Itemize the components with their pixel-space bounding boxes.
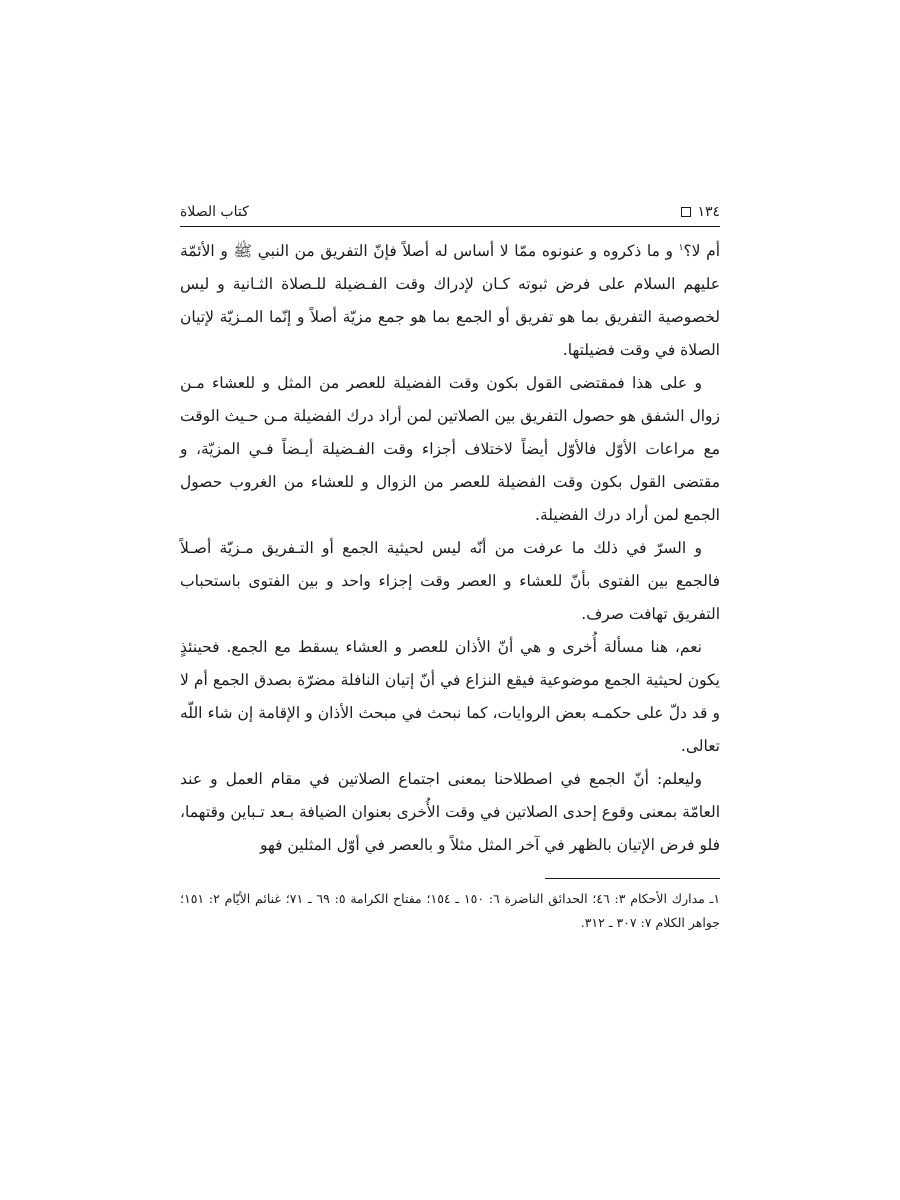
square-marker-icon — [681, 207, 691, 217]
page-number-group — [681, 204, 720, 220]
book-title: كتاب الصلاة — [180, 204, 249, 220]
paragraph-4: نعم، هنا مسألة أُخرى و هي أنّ الأذان للعصر و العشاء يسقط مع الجمع. فحينئذٍ يكون لحيثية الجمع موضوعية فيقع النزاع في أنّ إتيان النافلة مضرّة بصدق الجمع أم لا و قد دلّ على حكمـه بعض الروايات، كما نبحث في مبحث الأذان و الإقامة إن شاء اللّه تعالى. — [180, 638, 720, 755]
footnote: ١ـ مدارك الأحكام ٣: ٤٦؛ الحدائق الناضرة ٦: ١٥٠ ـ ١٥٤؛ مفتاح الكرامة ٥: ٦٩ ـ ٧١؛ غنائم الأيّام ٢: ١٥١؛ جواهر الكلام ٧: ٣٠٧ ـ ٣١٢. — [180, 891, 721, 930]
footnote-rule — [545, 878, 720, 879]
footnote-reference: ١ — [678, 242, 684, 253]
paragraph-5: وليعلم: أنّ الجمع في اصطلاحنا بمعنى اجتماع الصلاتين في مقام العمل و عند العامّة بمعنى وقوع إحدى الصلاتين في وقت الأُخرى بعنوان الضيافة بـعد تـباين وقتهما، فلو فرض الإتيان بالظهر في آخر المثل مثلاً و بالعصر في أوّل المثلين فهو — [180, 770, 720, 854]
body-text — [180, 235, 720, 862]
paragraph-1-start: أم لا؟ — [683, 242, 720, 260]
paragraph-3: و السرّ في ذلك ما عرفت من أنّه ليس لحيثية الجمع أو التـفريق مـزيّة أصـلاً فالجمع بين الفتوى بأنّ للعشاء و العصر وقت إجزاء واحد و بين الفتوى باستحباب التفريق تهافت صرف. — [180, 539, 720, 623]
book-page — [180, 196, 720, 935]
header-rule — [180, 226, 720, 227]
running-header — [180, 196, 720, 226]
paragraph-2: و على هذا فمقتضى القول بكون وقت الفضيلة للعصر من المثل و للعشاء مـن زوال الشفق هو حصول التفريق بين الصلاتين لمن أراد درك الفضيلة مـن حـيث الوقت مع مراعات الأوّل فالأوّل أيضاً لاختلاف أجزاء وقت الفـضيلة أيـضاً فـي المزيّة، و مقتضى القول بكون وقت الفضيلة للعصر من الزوال و للعشاء من الغروب حصول الجمع لمن أراد درك الفضيلة. — [180, 374, 720, 524]
paragraph-1-rest: و ما ذكروه و عنونوه ممّا لا أساس له أصلاً فإنّ التفريق من النبي ﷺ و الأئمّة عليهم السلام على فرض ثبوته كـان لإدراك وقت الفـضيلة للـصلاة الثـانية و ليس لخصوصية التفريق بما هو تفريق أو الجمع بما هو جمع مزيّة أصلاً و إنّما المـزيّة لإتيان الصلاة في وقت فضيلتها. — [180, 242, 720, 359]
paragraph-1 — [180, 235, 720, 367]
page-number: ١٣٤ — [697, 204, 720, 220]
